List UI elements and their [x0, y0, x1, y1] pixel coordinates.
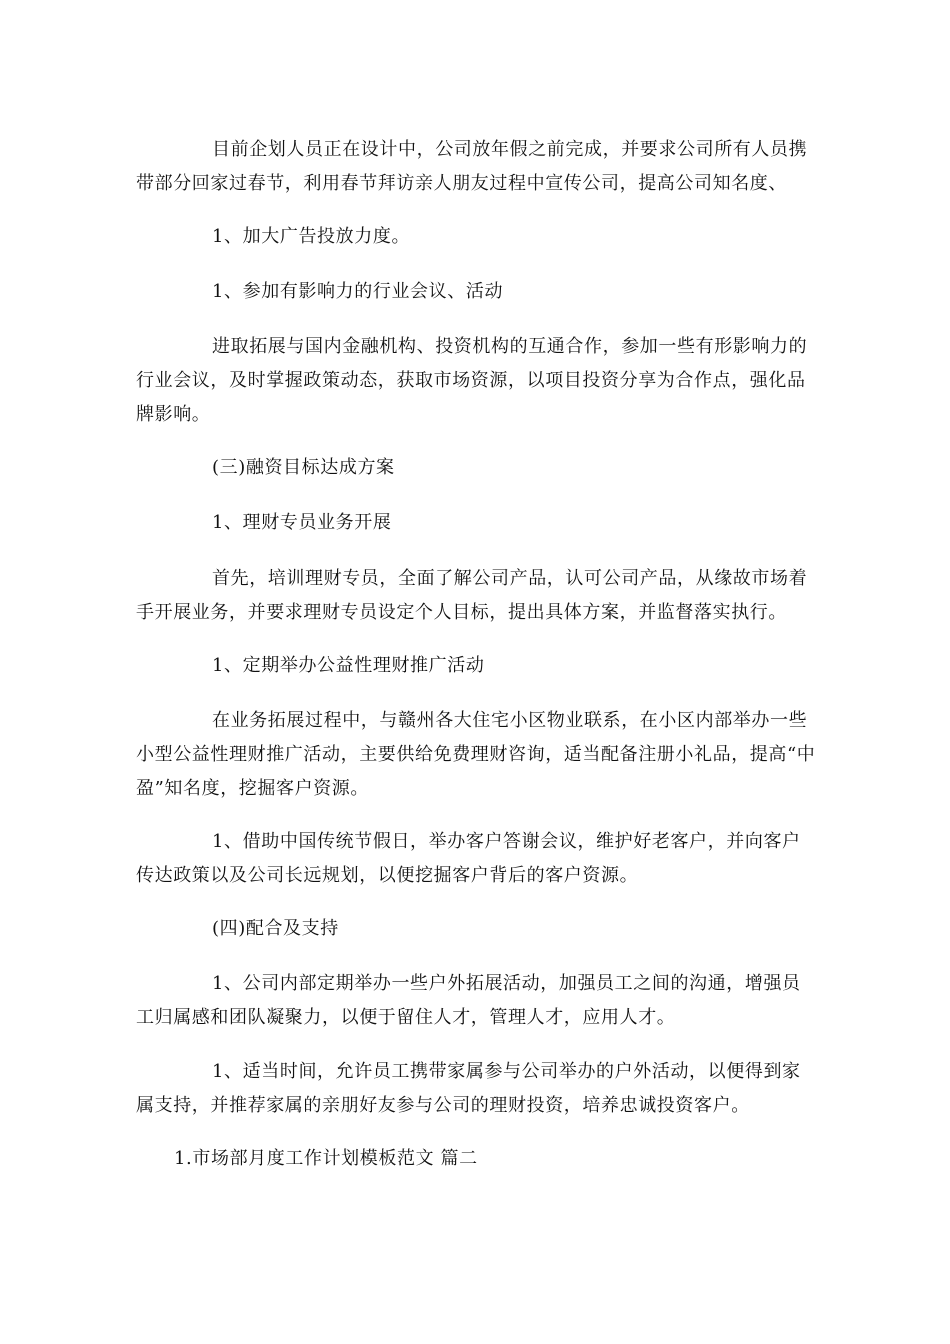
paragraph-publicity: 目前企划人员正在设计中，公司放年假之前完成，并要求公司所有人员携带部分回家过春节，利用春节拜访亲人朋友过程中宣传公司，提高公司知名度、	[136, 139, 808, 194]
paragraph-industry-events: 进取拓展与国内金融机构、投资机构的互通合作，参加一些有形影响力的行业会议，及时掌握政策动态，获取市场资源，以项目投资分享为合作点，强化品牌影响。	[136, 336, 808, 425]
paragraph-holiday-events: 1、借助中国传统节假日，举办客户答谢会议，维护好老客户，并向客户传达政策以及公司长远规划，以便挖掘客户背后的客户资源。	[136, 831, 801, 886]
paragraph-wealth-specialist-heading: 1、理财专员业务开展	[212, 512, 392, 533]
section-title-template-2: 1.市场部月度工作计划模板范文 篇二	[174, 1148, 478, 1169]
paragraph-industry-events-heading: 1、参加有影响力的行业会议、活动	[212, 281, 504, 302]
paragraph-promotion-heading: 1、定期举办公益性理财推广活动	[212, 655, 485, 676]
section-heading-support: (四)配合及支持	[212, 918, 339, 939]
paragraph-advertising: 1、加大广告投放力度。	[212, 226, 411, 247]
section-heading-financing-plan: (三)融资目标达成方案	[212, 457, 395, 478]
paragraph-team-building: 1、公司内部定期举办一些户外拓展活动，加强员工之间的沟通，增强员工归属感和团队凝聚力，以便于留住人才，管理人才，应用人才。	[136, 973, 801, 1028]
paragraph-family-support: 1、适当时间，允许员工携带家属参与公司举办的户外活动，以便得到家属支持，并推荐家属的亲朋好友参与公司的理财投资，培养忠诚投资客户。	[136, 1061, 801, 1116]
paragraph-promotion: 在业务拓展过程中，与赣州各大住宅小区物业联系，在小区内部举办一些小型公益性理财推广活动，主要供给免费理财咨询，适当配备注册小礼品，提高“中盈”知名度，挖掘客户资源。	[136, 710, 816, 799]
paragraph-wealth-specialist: 首先，培训理财专员，全面了解公司产品，认可公司产品，从缘故市场着手开展业务，并要求理财专员设定个人目标，提出具体方案，并监督落实执行。	[136, 568, 808, 623]
